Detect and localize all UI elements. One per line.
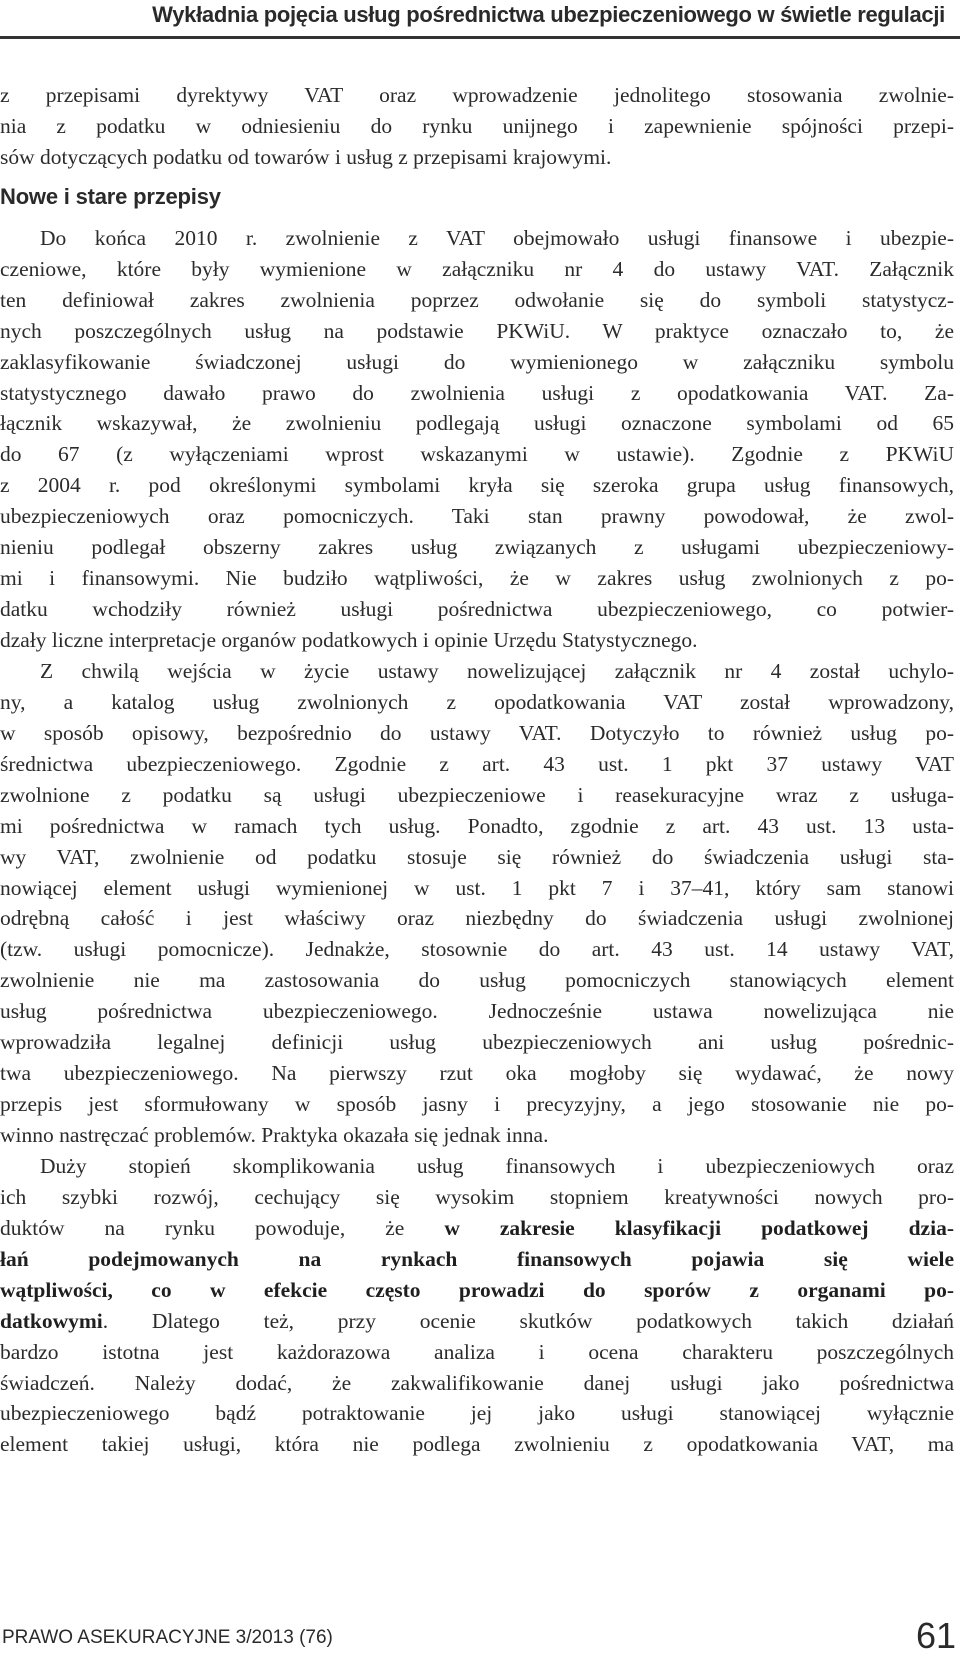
text-line: Do końca 2010 r. zwolnienie z VAT obejmowało usługi finansowe i ubezpie-	[40, 225, 954, 250]
text-line: nych poszczególnych usług na podstawie PKWiU. W praktyce oznaczało to, że	[0, 318, 954, 343]
text-line: dzały liczne interpretacje organów podatkowych i opinie Urzędu Statystycznego.	[0, 628, 698, 652]
page-footer	[0, 1615, 960, 1659]
text-line: z 2004 r. pod określonymi symbolami kryła się szeroka grupa usług finansowych,	[0, 473, 954, 498]
text-line: zwolnione z podatku są usługi ubezpieczeniowe i reasekuracyjne wraz z usługa-	[0, 782, 954, 807]
text-line: Duży stopień skomplikowania usług finansowych i ubezpieczeniowych oraz	[40, 1153, 954, 1178]
text-line: nowiącej element usługi wymienionej w ust. 1 pkt 7 i 37–41, który sam stanowi	[0, 875, 954, 900]
text-line: ny, a katalog usług zwolnionych z opodatkowania VAT został wprowadzony,	[0, 689, 954, 714]
emphasis-run: wątpliwości, co w efekcie często prowadzi do sporów z organami po-	[0, 1277, 954, 1302]
text-line: przepis jest sformułowany w sposób jasny i precyzyjny, a jego stosowanie nie po-	[0, 1092, 954, 1117]
text-line: odrębną całość i jest właściwy oraz niezbędny do świadczenia usługi zwolnionej	[0, 906, 954, 931]
text-line: średnictwa ubezpieczeniowego. Zgodnie z art. 43 ust. 1 pkt 37 ustawy VAT	[0, 751, 954, 776]
text-line: mi i finansowymi. Nie budziło wątpliwości, że w zakres usług zwolnionych z po-	[0, 566, 954, 591]
plain-run: . Dlatego też, przy ocenie skutków podatkowych takich działań	[102, 1308, 954, 1333]
text-line: element takiej usługi, która nie podlega zwolnieniu z opodatkowania VAT, ma	[0, 1432, 954, 1457]
article-body	[0, 80, 954, 1460]
text-line: czeniowe, które były wymienione w załączniku nr 4 do ustawy VAT. Załącznik	[0, 256, 954, 281]
text-line	[0, 1213, 954, 1244]
text-line: twa ubezpieczeniowego. Na pierwszy rzut oka mogłoby się wydawać, że nowy	[0, 1061, 954, 1086]
journal-name: PRAWO ASEKURACYJNE 3/2013 (76)	[2, 1627, 333, 1648]
text-line: ubezpieczeniowego bądź potraktowanie jej jako usługi stanowiącej wyłącznie	[0, 1401, 954, 1426]
text-line: zwolnienie nie ma zastosowania do usług pomocniczych stanowiących element	[0, 968, 954, 993]
text-line: sów dotyczących podatku od towarów i usług z przepisami krajowymi.	[0, 144, 612, 169]
text-line	[0, 1306, 954, 1337]
header-rule	[0, 36, 960, 39]
page-number: 61	[915, 1615, 956, 1656]
text-line: wprowadziła legalnej definicji usług ubezpieczeniowych ani usług pośrednic-	[0, 1030, 954, 1055]
emphasis-run: w zakresie klasyfikacji podatkowej dzia-	[444, 1215, 954, 1240]
emphasis-run: datkowymi	[0, 1308, 103, 1333]
text-line: wy VAT, zwolnienie od podatku stosuje się również do świadczenia usługi sta-	[0, 844, 954, 869]
paragraph-1	[0, 223, 954, 656]
text-line: statystycznego dawało prawo do zwolnienia usługi z opodatkowania VAT. Za-	[0, 380, 954, 405]
text-line: ich szybki rozwój, cechujący się wysokim stopniem kreatywności nowych pro-	[0, 1184, 954, 1209]
text-line: winno nastręczać problemów. Praktyka okazała się jednak inna.	[0, 1123, 549, 1147]
text-line	[0, 1275, 954, 1306]
text-line: świadczeń. Należy dodać, że zakwalifikowanie danej usługi jako pośrednictwa	[0, 1370, 954, 1395]
text-line: Z chwilą wejścia w życie ustawy nowelizującej załącznik nr 4 został uchylo-	[40, 658, 954, 683]
emphasis-run: łań podejmowanych na rynkach finansowych pojawia się wiele	[0, 1246, 954, 1271]
text-line: (tzw. usługi pomocnicze). Jednakże, stosownie do art. 43 ust. 14 ustawy VAT,	[0, 937, 954, 962]
paragraph-3	[0, 1151, 954, 1460]
text-line: nieniu podlegał obszerny zakres usług związanych z usługami ubezpieczeniowy-	[0, 535, 954, 560]
running-header	[0, 0, 960, 42]
text-line	[0, 1244, 954, 1275]
text-line: zaklasyfikowanie świadczonej usługi do wymienionego w załączniku symbolu	[0, 349, 954, 374]
text-line: mi pośrednictwa w ramach tych usług. Ponadto, zgodnie z art. 43 ust. 13 usta-	[0, 813, 954, 838]
text-line: łącznik wskazywał, że zwolnieniu podlegają usługi oznaczone symbolami od 65	[0, 411, 954, 436]
text-line: z przepisami dyrektywy VAT oraz wprowadzenie jednolitego stosowania zwolnie-	[0, 83, 954, 107]
section-heading: Nowe i stare przepisy	[0, 183, 221, 209]
text-line: usług pośrednictwa ubezpieczeniowego. Jednocześnie ustawa nowelizująca nie	[0, 999, 954, 1024]
plain-run: duktów na rynku powoduje, że	[0, 1215, 445, 1240]
running-header-title: Wykładnia pojęcia usług pośrednictwa ubezpieczeniowego w świetle regulacji	[152, 2, 945, 27]
text-line: nia z podatku w odniesieniu do rynku unijnego i zapewnienie spójności przepi-	[0, 113, 954, 138]
intro-paragraph	[0, 80, 954, 173]
paragraph-2	[0, 656, 954, 1151]
text-line: w sposób opisowy, bezpośrednio do ustawy VAT. Dotyczyło to również usług po-	[0, 720, 954, 745]
text-line: datku wchodziły również usługi pośrednictwa ubezpieczeniowego, co potwier-	[0, 597, 954, 622]
text-line: ubezpieczeniowych oraz pomocniczych. Taki stan prawny powodował, że zwol-	[0, 504, 954, 529]
text-line: ten definiował zakres zwolnienia poprzez odwołanie się do symboli statystycz-	[0, 287, 954, 312]
text-line: do 67 (z wyłączeniami wprost wskazanymi w ustawie). Zgodnie z PKWiU	[0, 442, 954, 467]
text-line: bardzo istotna jest każdorazowa analiza i ocena charakteru poszczególnych	[0, 1339, 954, 1364]
